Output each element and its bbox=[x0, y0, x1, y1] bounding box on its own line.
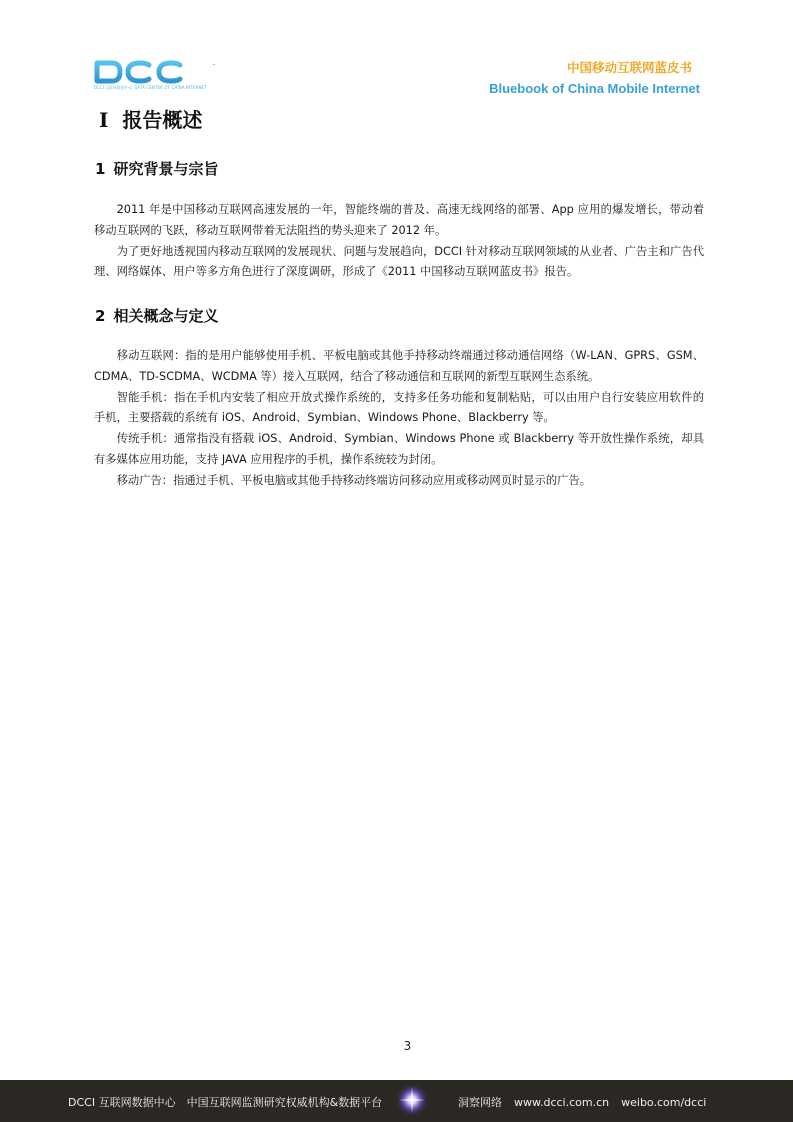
section-heading-1 bbox=[95, 158, 218, 179]
paragraph: 智能手机：指在手机内安装了相应开放式操作系统的，支持多任务功能和复制粘贴，可以由用户自行安装应用软件的手机，主要搭载的系统有 iOS、Android、Symbian、Windows Phone、Blackberry 等。 bbox=[94, 390, 704, 425]
paragraph: 传统手机：通常指没有搭载 iOS、Android、Symbian、Windows Phone 或 Blackberry 等开放性操作系统，却具有多媒体应用功能，支持 JAVA 应用程序的手机，操作系统较为封闭。 bbox=[94, 432, 704, 466]
page-number: 3 bbox=[403, 1039, 412, 1053]
footer-org-desc: 中国互联网监测研究权威机构&数据平台 bbox=[186, 1096, 383, 1109]
footer-brand: 洞察网络 bbox=[458, 1096, 502, 1109]
footer-org-name: DCCI 互联网数据中心 bbox=[68, 1096, 176, 1109]
header-titles bbox=[489, 60, 700, 98]
dcci-logo bbox=[94, 60, 220, 92]
paragraph: 为了更好地透视国内移动互联网的发展现状、问题与发展趋向，DCCI 针对移动互联网领域的从业者、广告主和广告代理、网络媒体、用户等多方角色进行了深度调研，形成了《2011 中国移动互联网蓝皮书》报告。 bbox=[94, 244, 704, 279]
section-1-body bbox=[94, 200, 704, 283]
logo-subtitle: DCCI互联网数据中心 DATA CENTER OF CHINA INTERNET bbox=[94, 85, 207, 90]
svg-text:™: ™ bbox=[212, 63, 216, 68]
section-number: 1 bbox=[95, 160, 106, 178]
section-2-body bbox=[94, 346, 704, 492]
footer-website-link[interactable]: www.dcci.com.cn bbox=[514, 1096, 610, 1109]
section-title: 研究背景与宗旨 bbox=[113, 160, 219, 178]
paragraph: 移动广告：指通过手机、平板电脑或其他手持移动终端访问移动应用或移动网页时显示的广告。 bbox=[116, 473, 592, 487]
chapter-number: I bbox=[99, 108, 109, 132]
footer-weibo-link[interactable]: weibo.com/dcci bbox=[621, 1096, 707, 1109]
dcci-logo-mark bbox=[94, 60, 220, 86]
section-heading-2 bbox=[95, 305, 218, 326]
chapter-heading: 报告概述 bbox=[122, 108, 203, 132]
chapter-title bbox=[99, 104, 202, 133]
glow-star-icon bbox=[395, 1083, 429, 1117]
footer-org bbox=[68, 1094, 382, 1110]
bluebook-title-cn: 中国移动互联网蓝皮书 bbox=[566, 60, 692, 75]
section-number: 2 bbox=[95, 307, 106, 325]
section-title: 相关概念与定义 bbox=[113, 307, 219, 325]
bluebook-title-en: Bluebook of China Mobile Internet bbox=[489, 81, 700, 96]
paragraph: 2011 年是中国移动互联网高速发展的一年，智能终端的普及、高速无线网络的部署、App 应用的爆发增长，带动着移动互联网的飞跃，移动互联网带着无法阻挡的势头迎来了 2012 年。 bbox=[94, 203, 704, 237]
paragraph: 移动互联网：指的是用户能够使用手机、平板电脑或其他手持移动终端通过移动通信网络（W-LAN、GPRS、GSM、CDMA、TD-SCDMA、WCDMA 等）接入互联网，结合了移动通信和互联网的新型互联网生态系统。 bbox=[94, 349, 704, 383]
footer-bar bbox=[0, 1080, 793, 1122]
footer-links bbox=[458, 1094, 706, 1110]
